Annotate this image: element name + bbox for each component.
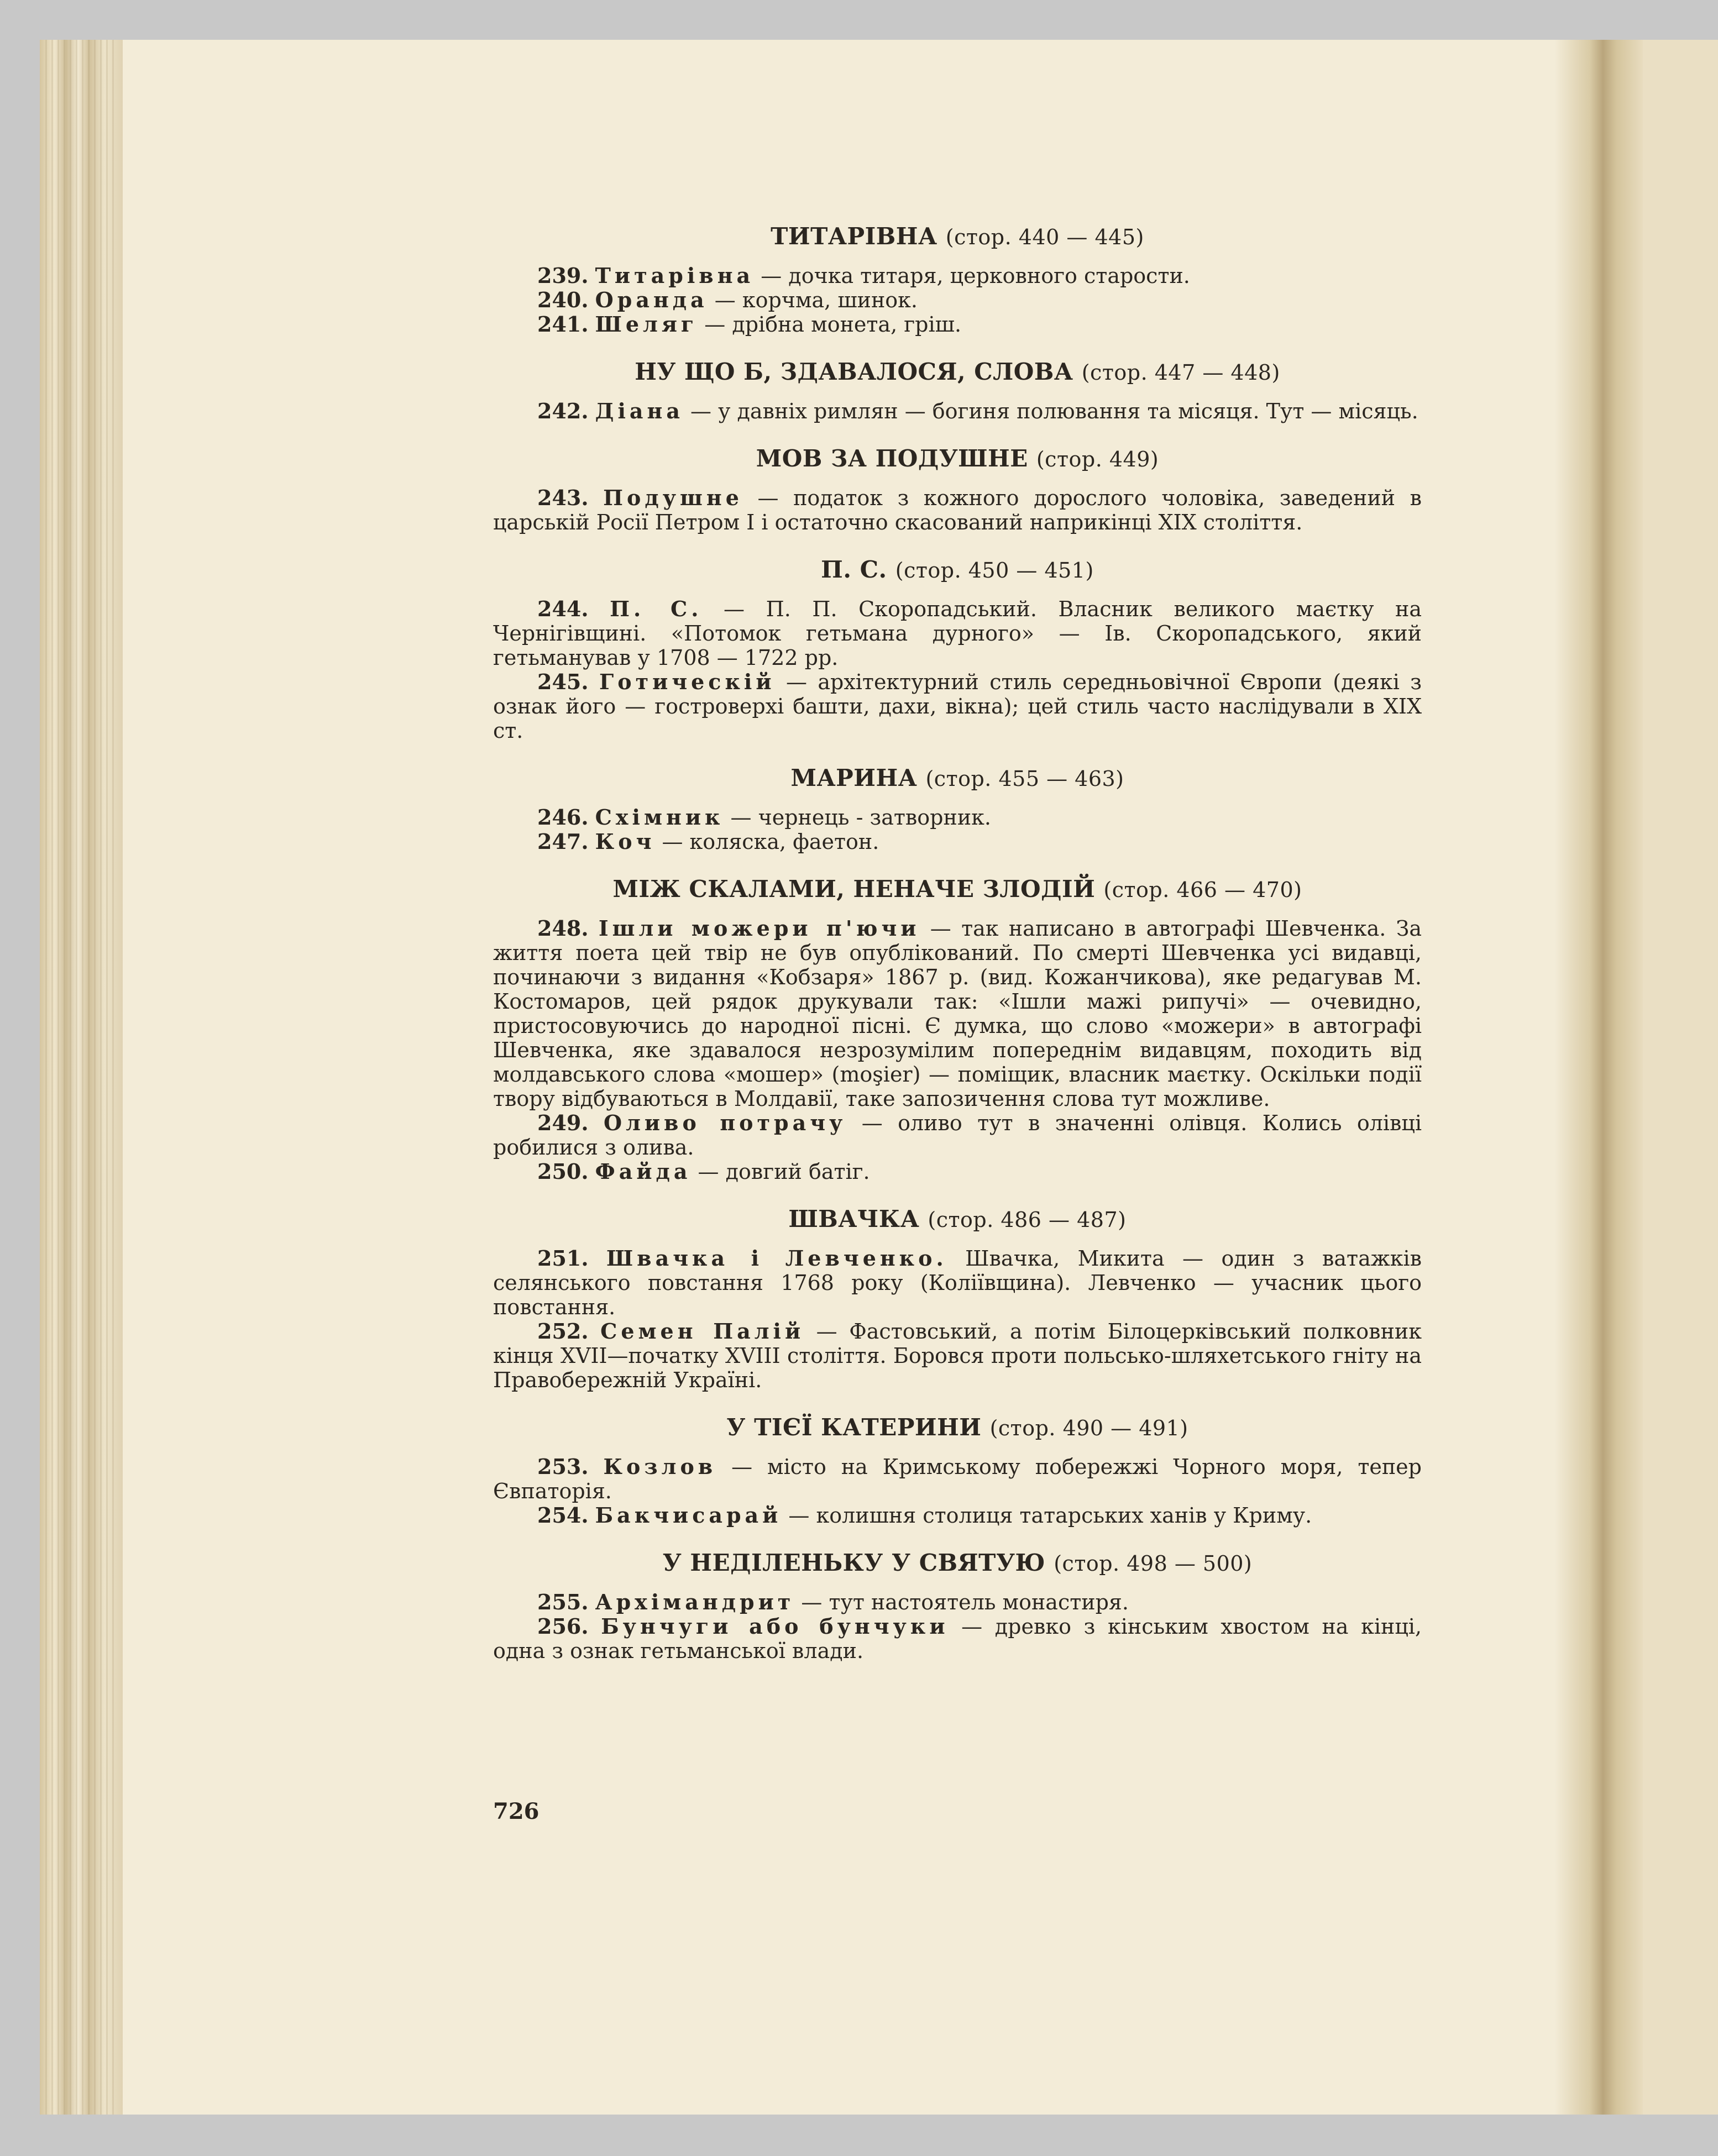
section-heading [493,555,1422,585]
note-section [493,555,1422,743]
note-term: Оливо потрачу [603,1110,847,1135]
note-term: Ішли можери п'ючи [598,916,920,941]
section-title: ТИТАРІВНА [771,223,937,250]
section-title: МІЖ СКАЛАМИ, НЕНАЧЕ ЗЛОДІЙ [612,875,1096,903]
note-text: — тут настоятель монастиря. [794,1590,1129,1614]
section-page-range: (стор. 449) [1036,447,1159,471]
book-gutter [1554,40,1643,2115]
note-number: 253. [537,1454,589,1479]
note-section [493,1549,1422,1663]
note-text: — у давніх римлян — богиня полювання та місяця. Тут — місяць. [683,399,1418,423]
note-text: — дочка титаря, церковного старости. [754,264,1190,288]
note-number: 246. [537,805,589,830]
note-entry [493,830,1422,854]
section-title: НУ ЩО Б, ЗДАВАЛОСЯ, СЛОВА [635,358,1073,385]
section-title: У НЕДІЛЕНЬКУ У СВЯТУЮ [662,1549,1046,1576]
note-text: — оливо тут в значенні олівця. Колись олівці робилися з олива. [493,1111,1422,1160]
note-number: 256. [537,1614,589,1639]
note-number: 247. [537,829,589,854]
note-entry [493,1160,1422,1184]
note-section [493,444,1422,534]
note-text: — древко з кінським хвостом на кінці, одна з ознак гетьманської влади. [493,1614,1422,1663]
note-entry [493,916,1422,1111]
note-number: 245. [537,669,589,694]
section-title: МОВ ЗА ПОДУШНЕ [756,445,1028,472]
note-section [493,764,1422,854]
note-number: 254. [537,1503,589,1528]
note-number: 248. [537,916,589,941]
note-entry [493,486,1422,534]
note-number: 242. [537,398,589,423]
note-term: Схімник [595,805,724,830]
note-entry [493,312,1422,337]
note-section [493,1413,1422,1528]
section-title: МАРИНА [790,764,918,791]
note-term: Семен Палій [600,1319,805,1344]
scanned-book-spread [40,40,1718,2115]
note-text: — колишня столиця татарських ханів у Криму. [782,1503,1312,1528]
section-page-range: (стор. 466 — 470) [1103,878,1302,902]
section-page-range: (стор. 490 — 491) [989,1416,1188,1440]
note-term: Швачка і Левченко. [606,1246,947,1271]
note-entry [493,288,1422,312]
section-page-range: (стор. 486 — 487) [928,1208,1127,1232]
note-term: Готическій [599,669,776,694]
note-term: Подушне [603,485,743,510]
note-entry [493,1111,1422,1160]
section-page-range: (стор. 455 — 463) [925,767,1124,791]
note-section [493,358,1422,423]
note-entry [493,597,1422,670]
note-text: — Фастовський, а потім Білоцерківський полковник кінця XVII—початку XVIII століття. Боровся проти польсько-шляхетського гніту на Правобережній Україні. [493,1319,1422,1392]
section-title: П. С. [821,556,887,583]
note-term: Титарівна [595,263,755,288]
page-number: 726 [493,1798,540,1824]
section-title: ШВАЧКА [788,1205,920,1232]
note-term: Діана [595,398,684,423]
note-text: — чернець - затворник. [724,805,991,830]
note-section [493,222,1422,337]
note-term: Козлов [603,1454,717,1479]
note-term: Оранда [595,287,708,312]
note-number: 244. [537,596,589,621]
note-number: 249. [537,1110,589,1135]
section-title: У ТІЄЇ КАТЕРИНИ [726,1414,982,1441]
next-page-edge [1643,40,1718,2115]
note-section [493,875,1422,1184]
note-entry [493,1503,1422,1528]
note-number: 240. [537,287,589,312]
note-term: П. С. [610,596,703,621]
note-text: — коляска, фаетон. [655,830,879,854]
note-number: 252. [537,1319,589,1344]
note-entry [493,1590,1422,1614]
section-heading [493,1549,1422,1578]
note-entry [493,1246,1422,1319]
note-number: 239. [537,263,589,288]
note-term: Коч [595,829,656,854]
note-term: Архімандрит [595,1590,795,1614]
note-text: — податок з кожного дорослого чоловіка, заведений в царській Росії Петром І і остаточно скасований наприкінці XIX століття. [493,486,1422,534]
note-entry [493,1455,1422,1503]
note-term: Шеляг [595,312,698,337]
note-term: Файда [595,1159,692,1184]
section-heading [493,222,1422,251]
note-number: 255. [537,1590,589,1614]
note-text: — довгий батіг. [691,1160,870,1184]
note-text: — дрібна монета, гріш. [698,312,962,337]
section-page-range: (стор. 498 — 500) [1054,1551,1253,1576]
note-text: — архітектурний стиль середньовічної Європи (деякі з ознак його — гостроверхі башти, дахи, вікна); цей стиль часто наслідували в XIX ст. [493,670,1422,743]
note-entry [493,670,1422,743]
notes-content [493,222,1422,1684]
section-heading [493,875,1422,904]
note-section [493,1205,1422,1392]
note-text: — П. П. Скоропадський. Власник великого маєтку на Чернігівщині. «Потомок гетьмана дурного» — Ів. Скоропадського, який гетьманував у 1708 — 1722 рр. [493,597,1422,670]
section-page-range: (стор. 440 — 445) [945,225,1144,249]
note-text: — корчма, шинок. [708,288,918,312]
note-entry [493,1614,1422,1663]
note-number: 250. [537,1159,589,1184]
note-term: Бакчисарай [595,1503,782,1528]
note-term: Бунчуги або бунчуки [601,1614,949,1639]
section-heading [493,1413,1422,1442]
note-text: Швачка, Микита — один з ватажків селянського повстання 1768 року (Коліївщина). Левченко — учасник цього повстання. [493,1246,1422,1319]
note-number: 241. [537,312,589,337]
note-text: — місто на Кримському побережжі Чорного моря, тепер Євпаторія. [493,1455,1422,1503]
page-edge-texture [45,40,117,2115]
note-number: 243. [537,485,589,510]
section-heading [493,1205,1422,1234]
note-entry [493,399,1422,423]
note-entry [493,264,1422,288]
section-heading [493,444,1422,474]
note-text: — так написано в автографі Шевченка. За життя поета цей твір не був опублікований. По смерті Шевченка усі видавці, починаючи з видання «Кобзаря» 1867 р. (вид. Кожанчикова), яке редагував М. Костомаров, цей рядок друкували так: «Ішли мажі рипучі» — очевидно, пристосовуючись до народної пісні. Є думка, що слово «можери» в автографі Шевченка, яке здавалося незрозумілим попереднім видавцям, походить від молдавського слова «мошер» (moşier) — поміщик, власник маєтку. Оскільки події твору відбуваються в Молдавії, таке запозичення слова тут можливе. [493,916,1422,1111]
note-entry [493,805,1422,830]
note-number: 251. [537,1246,589,1271]
section-page-range: (стор. 450 — 451) [895,558,1094,583]
section-page-range: (стор. 447 — 448) [1081,360,1280,385]
note-entry [493,1319,1422,1392]
section-heading [493,358,1422,387]
section-heading [493,764,1422,793]
